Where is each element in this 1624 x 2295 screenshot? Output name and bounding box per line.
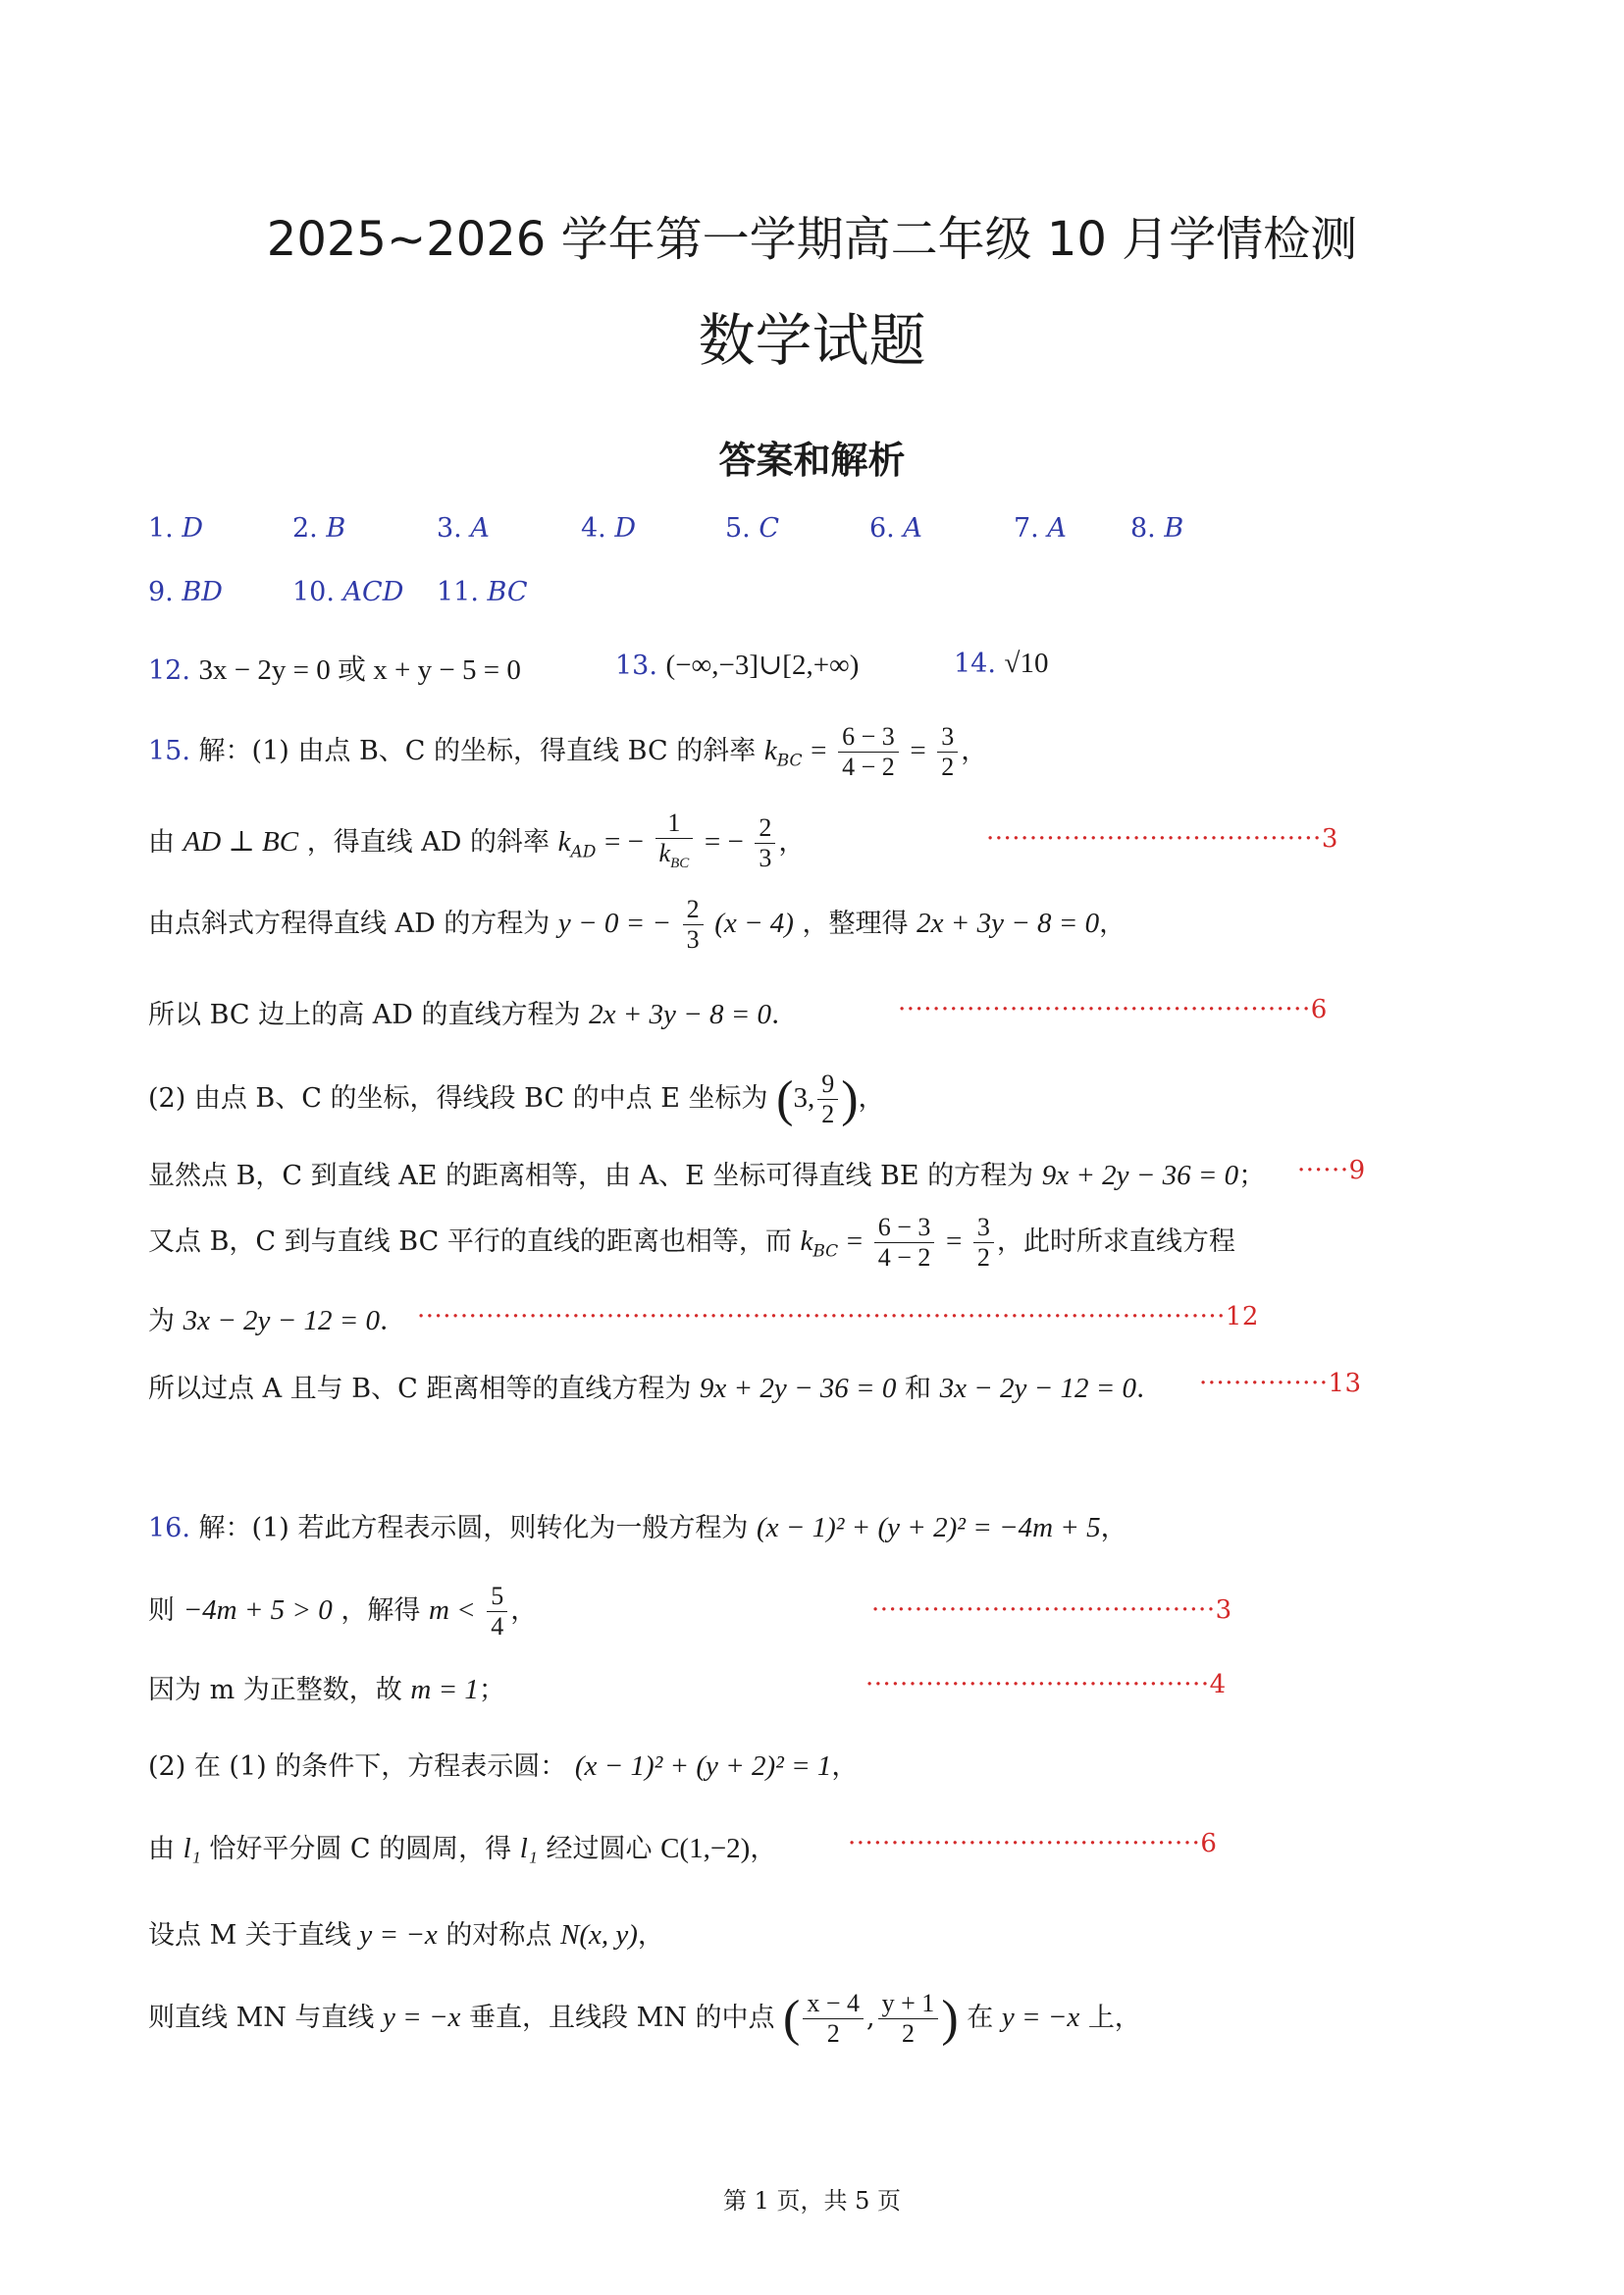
q15-line-1: 15. 解：(1) 由点 B、C 的坐标，得直线 BC 的斜率 $k_{BC}$ = $\frac{6 - 3}{4 - 2}$ = $\frac{3}{2}$ ，	[148, 722, 988, 781]
answer-item: 9. BD	[148, 577, 223, 607]
score-marker: ······························································································12	[417, 1302, 1259, 1331]
score-marker: ···············13	[1199, 1369, 1362, 1398]
q15-line-3: 由点斜式方程得直线 AD 的方程为 y − 0 = − $\frac{2}{3}$ (x − 4) ，整理得 2x + 3y − 8 = 0，	[148, 895, 1126, 954]
q15-line-5: (2) 由点 B、C 的坐标，得线段 BC 的中点 E 坐标为 (3, $\frac{9}{2}$ )，	[148, 1069, 885, 1128]
answer-item: 2. B	[292, 513, 346, 544]
q16-line-7: 则直线 MN 与直线 y = −x 垂直，且线段 MN 的中点 ( $\frac{x - 4}{2}$ , $\frac{y + 1}{2}$ ) 在 y = −x 上，	[148, 1989, 1141, 2048]
score-marker: ······9	[1297, 1156, 1366, 1185]
score-marker: ················································6	[898, 995, 1328, 1024]
q16-line-4: (2) 在 (1) 的条件下，方程表示圆： (x − 1)² + (y + 2)² = 1，	[148, 1750, 859, 1782]
answer-item: 1. D	[148, 513, 204, 544]
answer-13: 13. (−∞,−3]∪[2,+∞)	[615, 650, 860, 681]
score-marker: ········································4	[865, 1670, 1227, 1699]
q15-line-4: 所以 BC 边上的高 AD 的直线方程为 2x + 3y − 8 = 0．	[148, 999, 799, 1030]
answer-item: 10. ACD	[292, 577, 404, 607]
q15-line-7: 又点 B，C 到与直线 BC 平行的直线的距离也相等，而 $k_{BC}$ = $\frac{6 - 3}{4 - 2}$ = $\frac{3}{2}$ ，此时所求直线方程	[148, 1213, 1235, 1272]
answer-12: 12. 3x − 2y = 0 或 x + y − 5 = 0	[148, 654, 521, 686]
answer-item: 11. BC	[437, 577, 528, 607]
q15-line-2: 由 AD ⊥ BC ，得直线 AD 的斜率 $k_{AD}$ = − $\frac{1}{k_{BC}}$ = − $\frac{2}{3}$ ，	[148, 808, 806, 873]
answer-item: 5. C	[725, 513, 780, 544]
subject-title: 数学试题	[698, 307, 926, 374]
page-footer: 第 1 页，共 5 页	[722, 2187, 902, 2215]
q16-line-1: 16. 解：(1) 若此方程表示圆，则转化为一般方程为 (x − 1)² + (y + 2)² = −4m + 5，	[148, 1512, 1127, 1543]
score-marker: ·······································3	[986, 824, 1338, 854]
q16-line-6: 设点 M 关于直线 y = −x 的对称点 N(x, y)，	[148, 1919, 664, 1951]
section-heading: 答案和解析	[718, 439, 906, 482]
answer-14: 14. √10	[954, 648, 1049, 679]
answer-item: 6. A	[869, 513, 922, 544]
q15-line-6: 显然点 B，C 到直线 AE 的距离相等，由 A、E 坐标可得直线 BE 的方程为 9x + 2y − 36 = 0；	[148, 1160, 1266, 1191]
answer-item: 7. A	[1014, 513, 1067, 544]
q16-line-3: 因为 m 为正整数，故 m = 1；	[148, 1674, 505, 1705]
answer-item: 4. D	[581, 513, 637, 544]
answer-item: 3. A	[437, 513, 490, 544]
q16-line-2: 则 −4m + 5 > 0 ，解得 m < $\frac{5}{4}$ ，	[148, 1582, 538, 1641]
q15-line-8: 为 3x − 2y − 12 = 0．	[148, 1305, 407, 1336]
answer-item: 8. B	[1130, 513, 1184, 544]
q16-line-5: 由 l₁ 恰好平分圆 C 的圆周，得 l₁ 经过圆心 C(1,−2)，	[148, 1833, 777, 1864]
score-marker: ·········································6	[848, 1829, 1218, 1858]
score-marker: ········································3	[871, 1595, 1232, 1625]
exam-title: 2025~2026 学年第一学期高二年级 10 月学情检测	[266, 212, 1358, 267]
q15-line-9: 所以过点 A 且与 B、C 距离相等的直线方程为 9x + 2y − 36 = 0 和 3x − 2y − 12 = 0．	[148, 1373, 1164, 1404]
